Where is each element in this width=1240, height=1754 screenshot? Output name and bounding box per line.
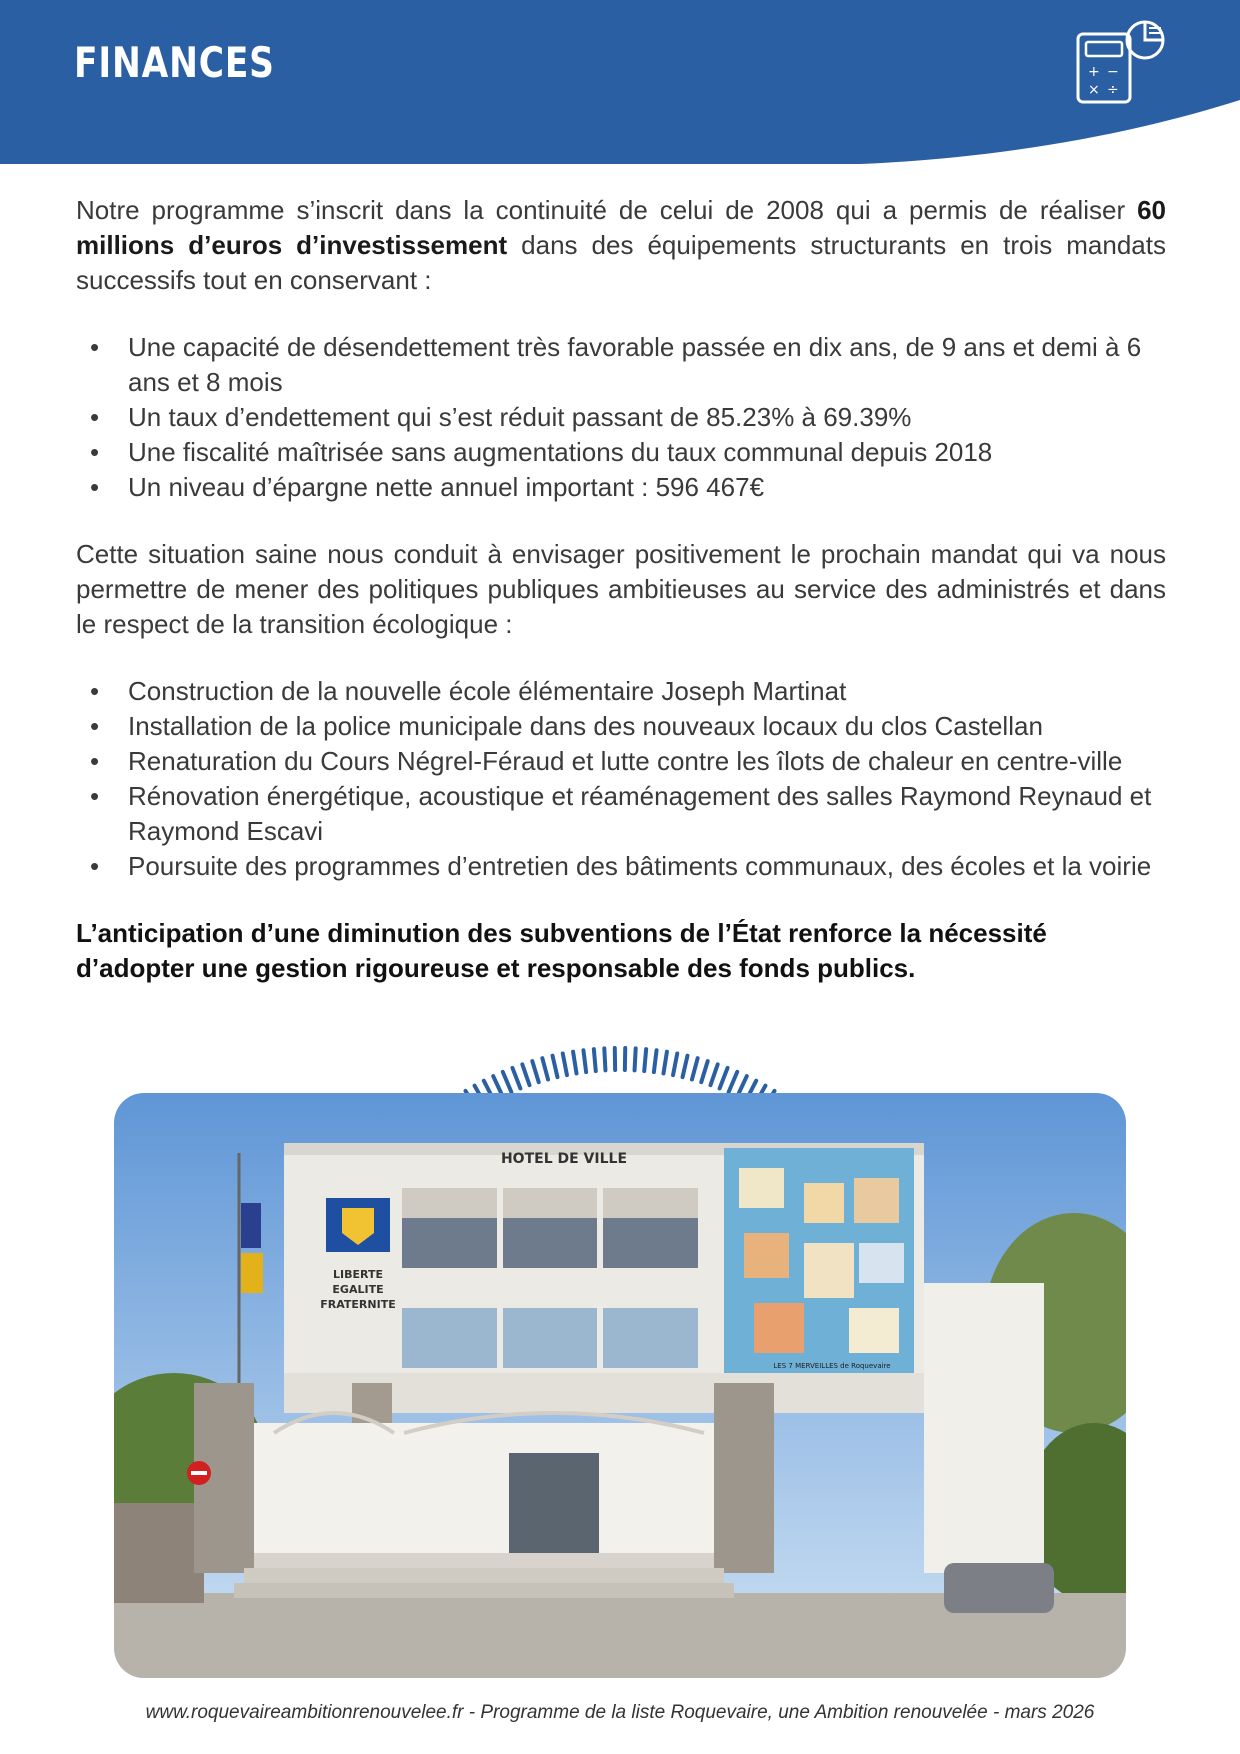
svg-text:÷: ÷ bbox=[1107, 82, 1119, 98]
arc-tick bbox=[542, 1058, 548, 1079]
list-item bbox=[76, 709, 1166, 744]
list-item bbox=[76, 849, 1166, 884]
arc-tick bbox=[692, 1058, 698, 1079]
list-item-text: Une capacité de désendettement très favorable passée en dix ans, de 9 ans et demi à 6 ans et 8 mois bbox=[128, 332, 1142, 397]
town-hall-photo bbox=[114, 1093, 1126, 1678]
list-item-text: Construction de la nouvelle école élémentaire Joseph Martinat bbox=[128, 676, 847, 706]
arc-tick bbox=[522, 1064, 529, 1085]
list-item-text: Une fiscalité maîtrisée sans augmentations du taux communal depuis 2018 bbox=[128, 437, 993, 467]
achievements-list bbox=[76, 330, 1166, 505]
list-item bbox=[76, 470, 1166, 505]
header-band bbox=[0, 0, 1240, 170]
list-item bbox=[76, 435, 1166, 470]
intro-text-start: Notre programme s’inscrit dans la continuité de celui de 2008 qui a permis de réaliser bbox=[76, 195, 1138, 225]
page-title: FINANCES bbox=[74, 38, 275, 87]
motto-line-3: FRATERNITE bbox=[320, 1298, 396, 1311]
conclusion-paragraph: L’anticipation d’une diminution des subventions de l’État renforce la nécessité d’adopter une gestion rigoureuse et responsable des fonds publics. bbox=[76, 918, 1047, 983]
motto-line-1: LIBERTE bbox=[333, 1268, 383, 1281]
arc-tick bbox=[711, 1064, 718, 1085]
arc-tick bbox=[573, 1052, 576, 1074]
decorative-arc bbox=[340, 1018, 900, 1098]
intro-highlight: 60 millions d’euros d’investissement bbox=[76, 195, 1166, 260]
bullet-icon: • bbox=[90, 402, 100, 432]
main-content bbox=[76, 193, 1166, 986]
list-item bbox=[76, 744, 1166, 779]
arc-tick bbox=[720, 1068, 728, 1089]
building-sign: HOTEL DE VILLE bbox=[500, 1151, 628, 1167]
footer-text: www.roquevaireambitionrenouvelee.fr - Programme de la liste Roquevaire, une Ambition renouvelée - mars 2026 bbox=[145, 1702, 1095, 1723]
bullet-icon: • bbox=[90, 711, 100, 741]
motto-line-2: EGALITE bbox=[332, 1283, 384, 1296]
arc-tick bbox=[683, 1056, 688, 1077]
list-item-text: Rénovation énergétique, acoustique et réaménagement des salles Raymond Reynaud et Raymond Escavi bbox=[128, 781, 1152, 846]
bullet-icon: • bbox=[90, 472, 100, 502]
arc-tick bbox=[644, 1049, 646, 1071]
arc-tick bbox=[673, 1054, 677, 1076]
list-item bbox=[76, 674, 1166, 709]
list-item-text: Un niveau d’épargne nette annuel important : 596 467€ bbox=[128, 472, 765, 502]
bullet-icon: • bbox=[90, 781, 100, 811]
arc-tick bbox=[604, 1048, 605, 1070]
intro-paragraph bbox=[76, 193, 1166, 298]
list-item-text: Installation de la police municipale dans des nouveaux locaux du clos Castellan bbox=[128, 711, 1043, 741]
arc-tick bbox=[553, 1056, 558, 1077]
arc-tick bbox=[583, 1050, 586, 1072]
arc-tick bbox=[663, 1052, 666, 1074]
svg-text:×: × bbox=[1088, 82, 1100, 98]
list-item bbox=[76, 330, 1166, 400]
bullet-icon: • bbox=[90, 746, 100, 776]
bullet-icon: • bbox=[90, 437, 100, 467]
arc-tick bbox=[729, 1072, 738, 1092]
bullet-icon: • bbox=[90, 851, 100, 881]
intro-text-end: dans des équipements structurants en trois mandats successifs tout en conservant : bbox=[76, 230, 1166, 295]
arc-tick bbox=[594, 1049, 596, 1071]
arc-tick bbox=[701, 1061, 707, 1082]
bullet-icon: • bbox=[90, 676, 100, 706]
arc-tick bbox=[512, 1068, 520, 1089]
mural-logo: LES 7 MERVEILLES de Roquevaire bbox=[773, 1362, 891, 1370]
list-item-text: Renaturation du Cours Négrel-Féraud et lutte contre les îlots de chaleur en centre-ville bbox=[128, 746, 1123, 776]
projects-list bbox=[76, 674, 1166, 884]
list-item bbox=[76, 779, 1166, 849]
calculator-chart-icon bbox=[1075, 18, 1167, 106]
list-item bbox=[76, 400, 1166, 435]
arc-tick bbox=[532, 1061, 538, 1082]
svg-text:+: + bbox=[1088, 64, 1100, 80]
list-item-text: Un taux d’endettement qui s’est réduit passant de 85.23% à 69.39% bbox=[128, 402, 912, 432]
arc-tick bbox=[503, 1072, 512, 1092]
bullet-icon: • bbox=[90, 332, 100, 362]
arc-tick bbox=[635, 1048, 636, 1070]
arc-tick bbox=[563, 1054, 567, 1076]
list-item-text: Poursuite des programmes d’entretien des bâtiments communaux, des écoles et la voirie bbox=[128, 851, 1152, 881]
outlook-paragraph: Cette situation saine nous conduit à envisager positivement le prochain mandat qui va nous permettre de mener des politiques publiques ambitieuses au service des administrés et dans le respect de la transition écologique : bbox=[76, 539, 1166, 639]
svg-text:−: − bbox=[1107, 64, 1119, 80]
arc-tick bbox=[654, 1050, 657, 1072]
